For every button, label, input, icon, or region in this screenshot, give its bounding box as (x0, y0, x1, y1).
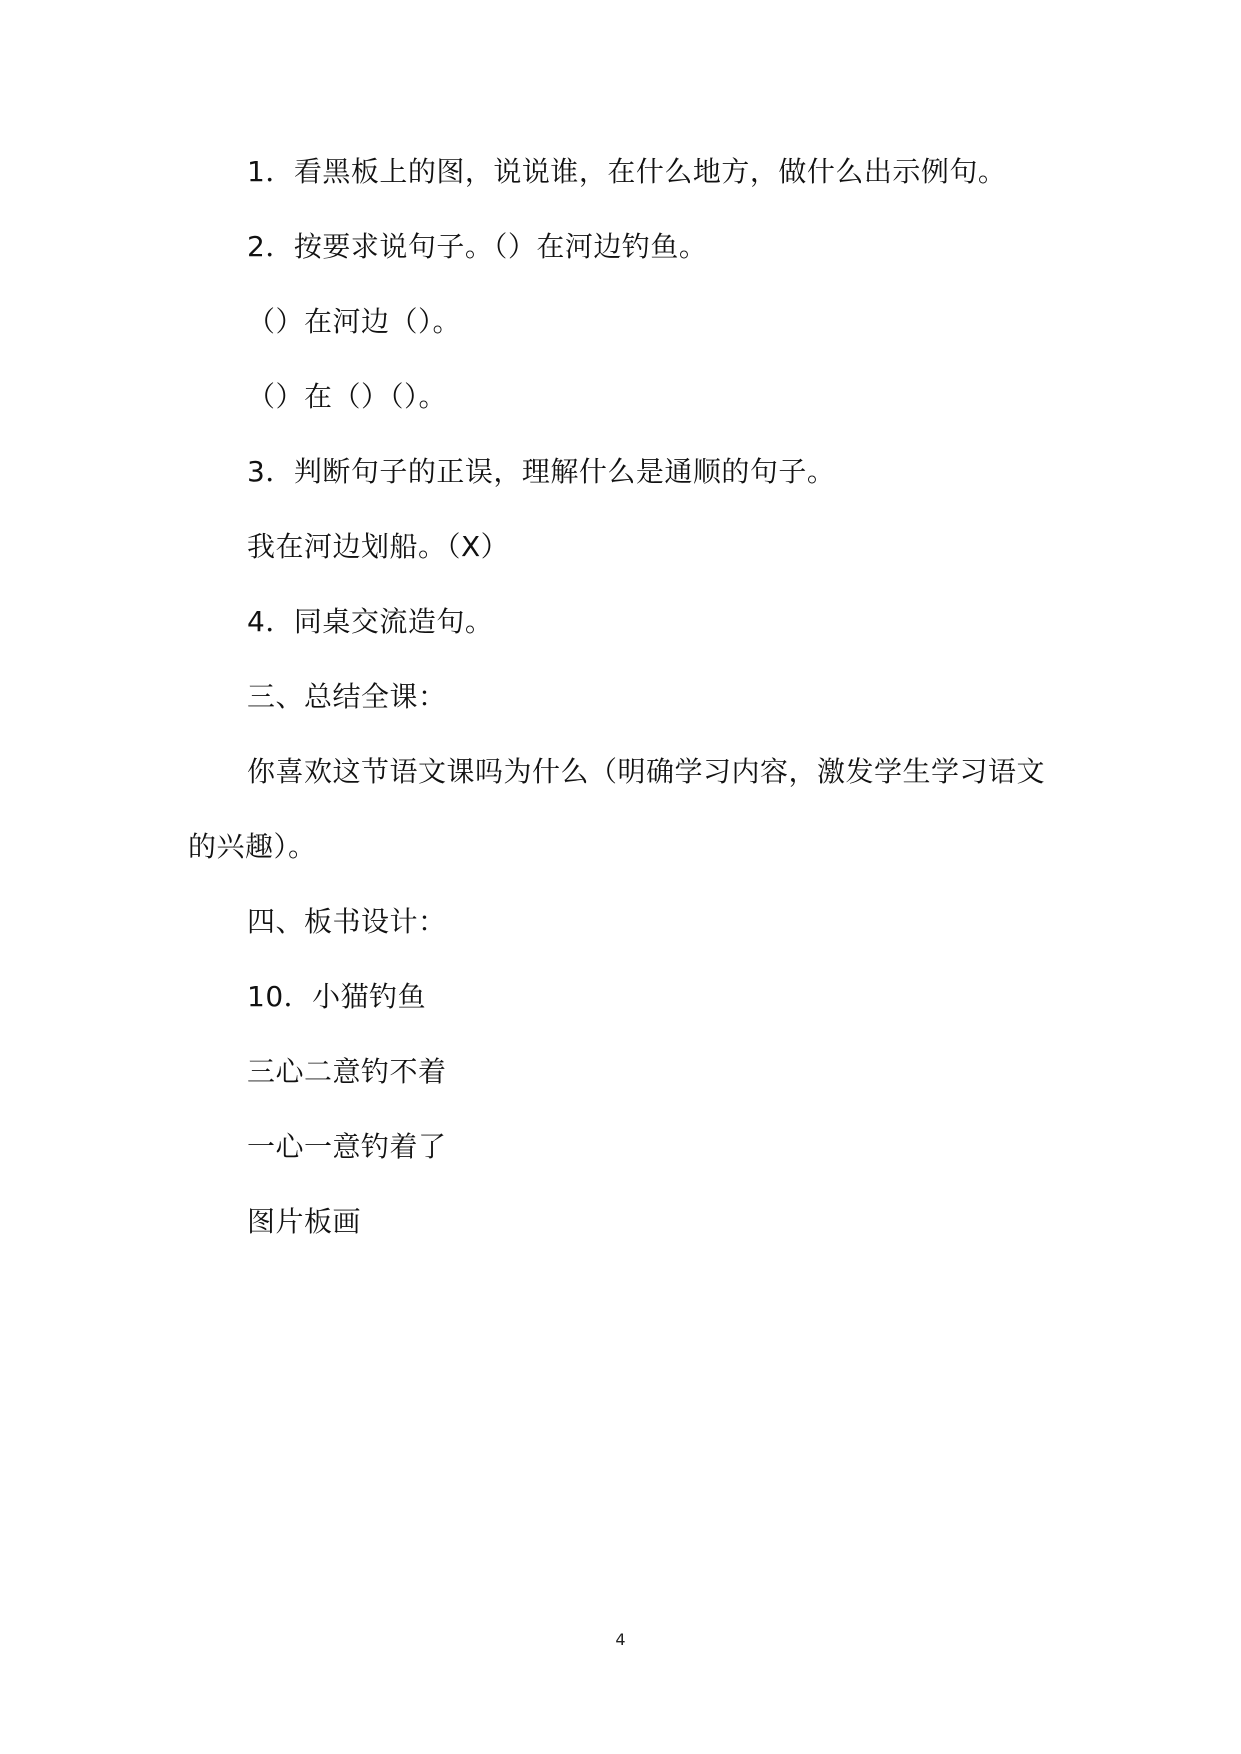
pattern-line-2: （）在（）（）。 (247, 380, 448, 413)
step-2-text: 2．按要求说句子。（）在河边钓鱼。 (247, 230, 708, 263)
step-4-text: 4．同桌交流造句。 (247, 605, 494, 638)
page-number: 4 (615, 1630, 626, 1649)
board-line-3: 图片板画 (247, 1205, 362, 1238)
section-four-heading: 四、板书设计： (247, 905, 447, 938)
lesson-title: 10．小猫钓鱼 (247, 980, 427, 1013)
example-sentence: 我在河边划船。（X） (247, 530, 510, 563)
step-3-text: 3．判断句子的正误，理解什么是通顺的句子。 (247, 455, 836, 488)
pattern-line-1: （）在河边（）。 (247, 305, 462, 338)
step-1-text: 1．看黑板上的图，说说谁，在什么地方，做什么出示例句。 (247, 155, 1007, 188)
board-line-2: 一心一意钓着了 (247, 1130, 447, 1163)
board-line-1: 三心二意钓不着 (247, 1055, 447, 1088)
summary-paragraph-line-2: 的兴趣）。 (188, 830, 317, 863)
section-three-heading: 三、总结全课： (247, 680, 447, 713)
summary-paragraph-line-1: 你喜欢这节语文课吗为什么（明确学习内容，激发学生学习语文 (247, 755, 1046, 788)
